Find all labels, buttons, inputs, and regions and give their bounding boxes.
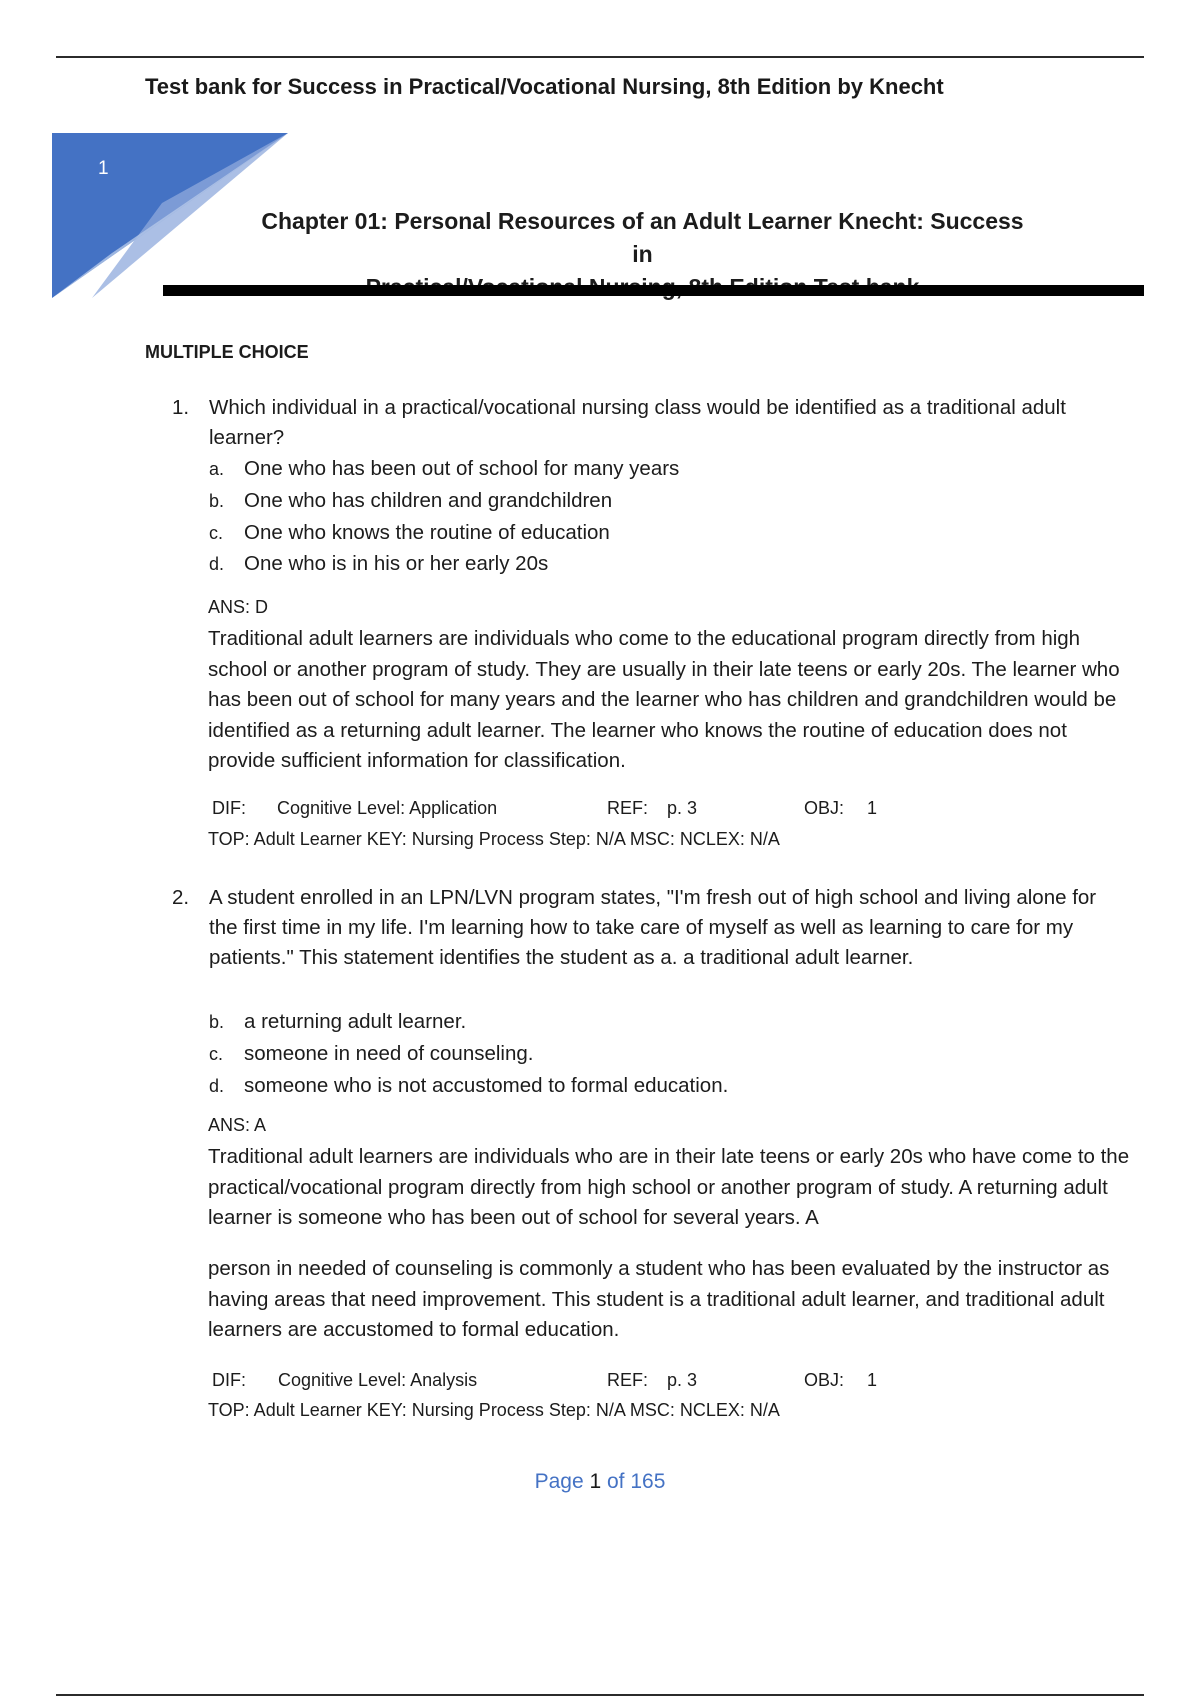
option-c: [209, 517, 610, 549]
option-b: [209, 485, 612, 517]
ref-label: REF:: [607, 1370, 649, 1390]
section-heading: MULTIPLE CHOICE: [145, 342, 309, 362]
option-a: [209, 453, 679, 485]
rationale-part-1: Traditional adult learners are individuals who are in their late teens or early 20s who have come to the practical/vocational program directly from high school or another program of study. A returning adult learner is someone who has been out of school for several years. A: [208, 1145, 1130, 1229]
answer: ANS: D: [208, 597, 269, 617]
dif-value: Cognitive Level: Application: [277, 798, 498, 818]
option-text: One who knows the routine of education: [244, 521, 610, 544]
option-text: One who has children and grandchildren: [244, 489, 613, 512]
option-text: someone who is not accustomed to formal education.: [244, 1074, 729, 1097]
obj-value: 1: [867, 1370, 878, 1390]
option-d: [209, 548, 548, 580]
footer-of-word: of: [607, 1470, 625, 1493]
question-tags: TOP: Adult Learner KEY: Nursing Process Step: N/A MSC: NCLEX: N/A: [208, 829, 780, 849]
chapter-divider-bar: [163, 285, 1144, 296]
question-stem: Which individual in a practical/vocational nursing class would be identified as a traditional adult learner?: [209, 396, 1066, 449]
option-letter: b.: [209, 491, 225, 511]
option-b: [209, 1006, 466, 1038]
option-letter: c.: [209, 523, 224, 543]
rationale-part-2: person in needed of counseling is commonly a student who has been evaluated by the instructor as having areas that need improvement. This student is a traditional adult learner, and traditional adult learners are accustomed to formal education.: [208, 1257, 1110, 1341]
page-footer: [0, 1470, 1200, 1494]
ref-value: p. 3: [667, 1370, 698, 1390]
option-letter: d.: [209, 554, 225, 574]
dif-label: DIF:: [212, 798, 246, 818]
question-tags: TOP: Adult Learner KEY: Nursing Process Step: N/A MSC: NCLEX: N/A: [208, 1400, 780, 1420]
obj-label: OBJ:: [804, 798, 845, 818]
option-c: [209, 1038, 533, 1070]
obj-value: 1: [867, 798, 878, 818]
bottom-rule: [56, 1694, 1144, 1696]
option-letter: b.: [209, 1012, 225, 1032]
document-title: Test bank for Success in Practical/Vocational Nursing, 8th Edition by Knecht: [145, 74, 944, 99]
footer-current-page: 1: [589, 1470, 602, 1493]
obj-label: OBJ:: [804, 1370, 845, 1390]
footer-page-word: Page: [534, 1470, 584, 1493]
option-d: [209, 1070, 728, 1102]
question-number: 1.: [172, 396, 190, 419]
ref-value: p. 3: [667, 798, 698, 818]
option-letter: a.: [209, 459, 225, 479]
option-text: One who has been out of school for many years: [244, 457, 680, 480]
chapter-title-line-1: Chapter 01: Personal Resources of an Adult Learner Knecht: Success in: [261, 208, 1024, 267]
dif-value: Cognitive Level: Analysis: [278, 1370, 478, 1390]
option-text: a returning adult learner.: [244, 1010, 467, 1033]
ref-label: REF:: [607, 798, 649, 818]
corner-page-number: 1: [98, 158, 109, 179]
dif-label: DIF:: [212, 1370, 246, 1390]
footer-total-pages: 165: [630, 1470, 666, 1493]
question-stem: A student enrolled in an LPN/LVN program states, "I'm fresh out of high school and living alone for the first time in my life. I'm learning how to take care of myself as well as learning to care for my patients." This statement identifies the student as a. a traditional adult learner.: [209, 886, 1097, 969]
option-letter: c.: [209, 1044, 224, 1064]
answer: ANS: A: [208, 1115, 267, 1135]
question-number: 2.: [172, 886, 190, 909]
option-text: One who is in his or her early 20s: [244, 552, 549, 575]
option-text: someone in need of counseling.: [244, 1042, 534, 1065]
option-letter: d.: [209, 1076, 225, 1096]
top-rule: [56, 56, 1144, 58]
rationale: Traditional adult learners are individuals who come to the educational program directly from high school or another program of study. They are usually in their late teens or early 20s. The learner who has been out of school for many years and the learner who has children and grandchildren would be identified as a returning adult learner. The learner who knows the routine of education does not provide sufficient information for classification.: [208, 627, 1120, 772]
